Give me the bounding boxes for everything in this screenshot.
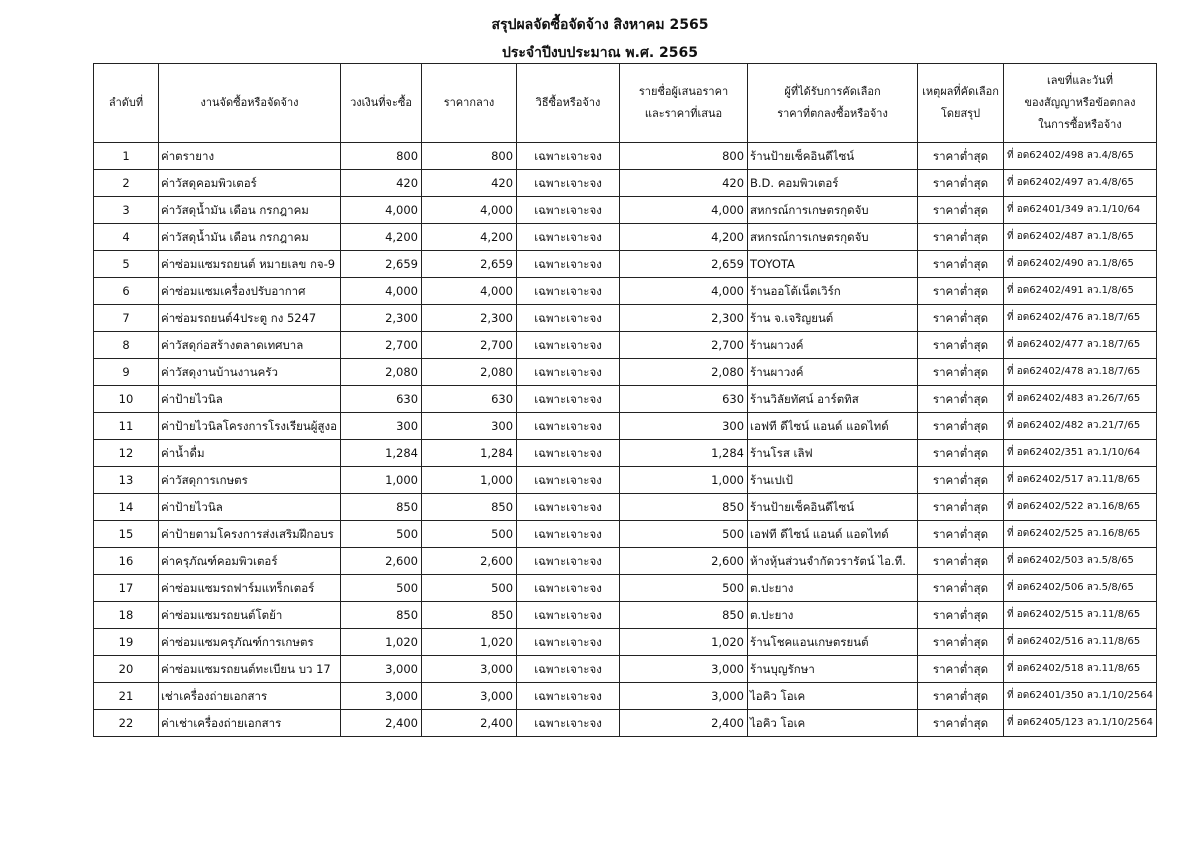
cell-reason: ราคาต่ำสุด [918, 575, 1004, 602]
cell-method: เฉพาะเจาะจง [517, 386, 620, 413]
cell-median-price: 300 [422, 413, 517, 440]
cell-no: 6 [94, 278, 159, 305]
cell-bid: 2,080 [620, 359, 748, 386]
cell-bid: 630 [620, 386, 748, 413]
cell-budget: 1,020 [341, 629, 422, 656]
cell-budget: 850 [341, 602, 422, 629]
cell-item: ค่าซ่อมแซมรถฟาร์มแทร็กเตอร์ [159, 575, 341, 602]
cell-winner: เอฟที ดีไซน์ แอนด์ แอดไทด์ [748, 521, 918, 548]
cell-method: เฉพาะเจาะจง [517, 278, 620, 305]
cell-median-price: 2,300 [422, 305, 517, 332]
cell-method: เฉพาะเจาะจง [517, 413, 620, 440]
cell-median-price: 3,000 [422, 656, 517, 683]
cell-no: 1 [94, 143, 159, 170]
cell-no: 17 [94, 575, 159, 602]
procurement-table [93, 63, 1157, 737]
cell-contract: ที่ อด62402/506 ลว.5/8/65 [1004, 575, 1157, 602]
cell-no: 16 [94, 548, 159, 575]
cell-bid: 4,000 [620, 278, 748, 305]
table-row [94, 548, 1157, 575]
cell-reason: ราคาต่ำสุด [918, 305, 1004, 332]
cell-item: ค่าน้ำดื่ม [159, 440, 341, 467]
header-budget: วงเงินที่จะซื้อ [341, 64, 422, 143]
cell-item: ค่าซ่อมแซมรถยนต์โตย้า [159, 602, 341, 629]
table-row [94, 575, 1157, 602]
cell-item: ค่าวัสดุคอมพิวเตอร์ [159, 170, 341, 197]
table-row [94, 440, 1157, 467]
cell-contract: ที่ อด62401/349 ลว.1/10/64 [1004, 197, 1157, 224]
cell-bid: 4,200 [620, 224, 748, 251]
cell-winner: สหกรณ์การเกษตรกุดจับ [748, 197, 918, 224]
cell-contract: ที่ อด62402/516 ลว.11/8/65 [1004, 629, 1157, 656]
cell-item: ค่าป้ายตามโครงการส่งเสริมฝึกอบร [159, 521, 341, 548]
cell-reason: ราคาต่ำสุด [918, 143, 1004, 170]
table-body [94, 143, 1157, 737]
cell-reason: ราคาต่ำสุด [918, 548, 1004, 575]
table-row [94, 224, 1157, 251]
cell-winner: ร้านวิลัยทัศน์ อาร์ตทิส [748, 386, 918, 413]
cell-no: 19 [94, 629, 159, 656]
cell-contract: ที่ อด62401/350 ลว.1/10/2564 [1004, 683, 1157, 710]
table-header-row [94, 64, 1157, 143]
cell-item: ค่าวัสดุน้ำมัน เดือน กรกฎาคม [159, 197, 341, 224]
cell-no: 21 [94, 683, 159, 710]
cell-method: เฉพาะเจาะจง [517, 467, 620, 494]
cell-contract: ที่ อด62402/515 ลว.11/8/65 [1004, 602, 1157, 629]
cell-no: 9 [94, 359, 159, 386]
cell-reason: ราคาต่ำสุด [918, 332, 1004, 359]
cell-reason: ราคาต่ำสุด [918, 494, 1004, 521]
cell-reason: ราคาต่ำสุด [918, 710, 1004, 737]
cell-item: ค่าวัสดุงานบ้านงานครัว [159, 359, 341, 386]
cell-contract: ที่ อด62402/477 ลว.18/7/65 [1004, 332, 1157, 359]
table-row [94, 494, 1157, 521]
cell-budget: 850 [341, 494, 422, 521]
cell-item: ค่าวัสดุน้ำมัน เดือน กรกฎาคม [159, 224, 341, 251]
cell-no: 8 [94, 332, 159, 359]
cell-bid: 2,400 [620, 710, 748, 737]
cell-method: เฉพาะเจาะจง [517, 251, 620, 278]
table-row [94, 602, 1157, 629]
cell-median-price: 630 [422, 386, 517, 413]
cell-item: ค่าซ่อมแซมรถยนต์ หมายเลข กจ-9 [159, 251, 341, 278]
cell-contract: ที่ อด62402/522 ลว.16/8/65 [1004, 494, 1157, 521]
cell-median-price: 1,020 [422, 629, 517, 656]
cell-method: เฉพาะเจาะจง [517, 143, 620, 170]
cell-contract: ที่ อด62402/483 ลว.26/7/65 [1004, 386, 1157, 413]
cell-reason: ราคาต่ำสุด [918, 467, 1004, 494]
cell-contract: ที่ อด62402/490 ลว.1/8/65 [1004, 251, 1157, 278]
cell-winner: ร้านโชคแอนเกษตรยนต์ [748, 629, 918, 656]
cell-method: เฉพาะเจาะจง [517, 710, 620, 737]
cell-budget: 420 [341, 170, 422, 197]
cell-method: เฉพาะเจาะจง [517, 305, 620, 332]
cell-budget: 2,700 [341, 332, 422, 359]
cell-contract: ที่ อด62402/497 ลว.4/8/65 [1004, 170, 1157, 197]
cell-reason: ราคาต่ำสุด [918, 602, 1004, 629]
cell-budget: 300 [341, 413, 422, 440]
cell-no: 11 [94, 413, 159, 440]
cell-bid: 1,000 [620, 467, 748, 494]
cell-reason: ราคาต่ำสุด [918, 278, 1004, 305]
cell-bid: 4,000 [620, 197, 748, 224]
cell-method: เฉพาะเจาะจง [517, 656, 620, 683]
cell-winner: เอฟที ดีไซน์ แอนด์ แอดไทด์ [748, 413, 918, 440]
cell-bid: 3,000 [620, 683, 748, 710]
cell-median-price: 4,200 [422, 224, 517, 251]
cell-method: เฉพาะเจาะจง [517, 440, 620, 467]
cell-item: เช่าเครื่องถ่ายเอกสาร [159, 683, 341, 710]
cell-budget: 2,080 [341, 359, 422, 386]
cell-method: เฉพาะเจาะจง [517, 602, 620, 629]
table-row [94, 413, 1157, 440]
table-row [94, 386, 1157, 413]
table-row [94, 332, 1157, 359]
cell-contract: ที่ อด62402/478 ลว.18/7/65 [1004, 359, 1157, 386]
cell-median-price: 2,600 [422, 548, 517, 575]
cell-median-price: 2,659 [422, 251, 517, 278]
cell-method: เฉพาะเจาะจง [517, 521, 620, 548]
cell-winner: TOYOTA [748, 251, 918, 278]
cell-winner: สหกรณ์การเกษตรกุดจับ [748, 224, 918, 251]
cell-no: 3 [94, 197, 159, 224]
table-row [94, 251, 1157, 278]
cell-budget: 2,600 [341, 548, 422, 575]
cell-median-price: 4,000 [422, 197, 517, 224]
cell-item: ค่าป้ายไวนิล [159, 386, 341, 413]
cell-item: ค่าป้ายไวนิล [159, 494, 341, 521]
cell-median-price: 3,000 [422, 683, 517, 710]
cell-budget: 630 [341, 386, 422, 413]
table-row [94, 305, 1157, 332]
cell-median-price: 4,000 [422, 278, 517, 305]
cell-reason: ราคาต่ำสุด [918, 521, 1004, 548]
cell-item: ค่าซ่อมแซมรถยนต์ทะเบียน บว 17 [159, 656, 341, 683]
cell-contract: ที่ อด62405/123 ลว.1/10/2564 [1004, 710, 1157, 737]
cell-reason: ราคาต่ำสุด [918, 359, 1004, 386]
table-row [94, 170, 1157, 197]
cell-method: เฉพาะเจาะจง [517, 548, 620, 575]
cell-method: เฉพาะเจาะจง [517, 197, 620, 224]
cell-bid: 1,284 [620, 440, 748, 467]
cell-no: 4 [94, 224, 159, 251]
cell-winner: ไอคิว โอเค [748, 710, 918, 737]
table-row [94, 710, 1157, 737]
header-bidders: รายชื่อผู้เสนอราคา และราคาที่เสนอ [620, 64, 748, 143]
cell-median-price: 1,284 [422, 440, 517, 467]
cell-winner: ร้านออโต้เน็ตเวิร์ก [748, 278, 918, 305]
table-row [94, 629, 1157, 656]
document-subtitle: ประจำปีงบประมาณ พ.ศ. 2565 [501, 45, 699, 61]
cell-no: 12 [94, 440, 159, 467]
cell-bid: 500 [620, 521, 748, 548]
cell-item: ค่าตรายาง [159, 143, 341, 170]
cell-bid: 3,000 [620, 656, 748, 683]
cell-contract: ที่ อด62402/525 ลว.16/8/65 [1004, 521, 1157, 548]
cell-bid: 2,300 [620, 305, 748, 332]
cell-budget: 2,400 [341, 710, 422, 737]
cell-no: 5 [94, 251, 159, 278]
header-median-price: ราคากลาง [422, 64, 517, 143]
cell-method: เฉพาะเจาะจง [517, 170, 620, 197]
cell-median-price: 850 [422, 494, 517, 521]
cell-winner: ร้านโรส เลิฟ [748, 440, 918, 467]
cell-reason: ราคาต่ำสุด [918, 683, 1004, 710]
cell-contract: ที่ อด62402/351 ลว.1/10/64 [1004, 440, 1157, 467]
cell-winner: ร้านป้ายเซ็คอินดีไซน์ [748, 143, 918, 170]
cell-bid: 2,659 [620, 251, 748, 278]
cell-item: ค่าป้ายไวนิลโครงการโรงเรียนผู้สูงอ [159, 413, 341, 440]
cell-median-price: 2,400 [422, 710, 517, 737]
cell-winner: B.D. คอมพิวเตอร์ [748, 170, 918, 197]
cell-median-price: 800 [422, 143, 517, 170]
cell-bid: 1,020 [620, 629, 748, 656]
cell-median-price: 420 [422, 170, 517, 197]
cell-no: 22 [94, 710, 159, 737]
cell-no: 20 [94, 656, 159, 683]
cell-contract: ที่ อด62402/476 ลว.18/7/65 [1004, 305, 1157, 332]
cell-budget: 2,300 [341, 305, 422, 332]
header-winner: ผู้ที่ได้รับการคัดเลือก ราคาที่ตกลงซื้อหรือจ้าง [748, 64, 918, 143]
cell-method: เฉพาะเจาะจง [517, 224, 620, 251]
cell-contract: ที่ อด62402/517 ลว.11/8/65 [1004, 467, 1157, 494]
cell-item: ค่าซ่อมรถยนต์4ประตู กง 5247 [159, 305, 341, 332]
cell-reason: ราคาต่ำสุด [918, 386, 1004, 413]
cell-winner: ร้านป้ายเซ็คอินดีไซน์ [748, 494, 918, 521]
cell-method: เฉพาะเจาะจง [517, 332, 620, 359]
cell-winner: ร้านบุญรักษา [748, 656, 918, 683]
cell-budget: 4,200 [341, 224, 422, 251]
cell-reason: ราคาต่ำสุด [918, 170, 1004, 197]
cell-budget: 500 [341, 575, 422, 602]
table-row [94, 467, 1157, 494]
cell-item: ค่าวัสดุการเกษตร [159, 467, 341, 494]
cell-method: เฉพาะเจาะจง [517, 629, 620, 656]
table-row [94, 143, 1157, 170]
cell-winner: ร้าน จ.เจริญยนต์ [748, 305, 918, 332]
table-row [94, 278, 1157, 305]
cell-budget: 4,000 [341, 197, 422, 224]
header-reason: เหตุผลที่คัดเลือก โดยสรุป [918, 64, 1004, 143]
cell-item: ค่าซ่อมแซมเครื่องปรับอากาศ [159, 278, 341, 305]
cell-bid: 2,600 [620, 548, 748, 575]
table-row [94, 656, 1157, 683]
cell-budget: 3,000 [341, 683, 422, 710]
cell-item: ค่าเช่าเครื่องถ่ายเอกสาร [159, 710, 341, 737]
cell-bid: 300 [620, 413, 748, 440]
table-row [94, 359, 1157, 386]
cell-budget: 1,284 [341, 440, 422, 467]
cell-winner: ร้านผาวงค์ [748, 332, 918, 359]
cell-winner: ต.ปะยาง [748, 602, 918, 629]
cell-budget: 3,000 [341, 656, 422, 683]
header-contract: เลขที่และวันที่ ของสัญญาหรือข้อตกลง ในการซื้อหรือจ้าง [1004, 64, 1157, 143]
table-row [94, 521, 1157, 548]
table-row [94, 197, 1157, 224]
cell-bid: 850 [620, 602, 748, 629]
table-row [94, 683, 1157, 710]
cell-median-price: 2,080 [422, 359, 517, 386]
cell-winner: ต.ปะยาง [748, 575, 918, 602]
cell-method: เฉพาะเจาะจง [517, 683, 620, 710]
cell-reason: ราคาต่ำสุด [918, 224, 1004, 251]
cell-budget: 500 [341, 521, 422, 548]
cell-bid: 850 [620, 494, 748, 521]
cell-budget: 800 [341, 143, 422, 170]
cell-contract: ที่ อด62402/518 ลว.11/8/65 [1004, 656, 1157, 683]
cell-reason: ราคาต่ำสุด [918, 629, 1004, 656]
cell-contract: ที่ อด62402/503 ลว.5/8/65 [1004, 548, 1157, 575]
cell-median-price: 850 [422, 602, 517, 629]
cell-bid: 800 [620, 143, 748, 170]
cell-budget: 2,659 [341, 251, 422, 278]
cell-reason: ราคาต่ำสุด [918, 197, 1004, 224]
cell-winner: ห้างหุ้นส่วนจำกัดวรารัตน์ ไอ.ที. [748, 548, 918, 575]
header-method: วิธีซื้อหรือจ้าง [517, 64, 620, 143]
cell-method: เฉพาะเจาะจง [517, 494, 620, 521]
cell-no: 15 [94, 521, 159, 548]
cell-item: ค่าครุภัณฑ์คอมพิวเตอร์ [159, 548, 341, 575]
cell-no: 10 [94, 386, 159, 413]
cell-contract: ที่ อด62402/482 ลว.21/7/65 [1004, 413, 1157, 440]
cell-no: 13 [94, 467, 159, 494]
cell-item: ค่าซ่อมแซมครุภัณฑ์การเกษตร [159, 629, 341, 656]
cell-no: 14 [94, 494, 159, 521]
document-title: สรุปผลจัดซื้อจัดจ้าง สิงหาคม 2565 [491, 17, 709, 33]
cell-bid: 500 [620, 575, 748, 602]
cell-contract: ที่ อด62402/487 ลว.1/8/65 [1004, 224, 1157, 251]
cell-winner: ร้านเปเป้ [748, 467, 918, 494]
cell-no: 2 [94, 170, 159, 197]
cell-reason: ราคาต่ำสุด [918, 413, 1004, 440]
cell-winner: ไอคิว โอเค [748, 683, 918, 710]
cell-median-price: 500 [422, 521, 517, 548]
cell-median-price: 2,700 [422, 332, 517, 359]
cell-reason: ราคาต่ำสุด [918, 251, 1004, 278]
cell-winner: ร้านผาวงค์ [748, 359, 918, 386]
header-no: ลำดับที่ [94, 64, 159, 143]
cell-method: เฉพาะเจาะจง [517, 575, 620, 602]
cell-contract: ที่ อด62402/498 ลว.4/8/65 [1004, 143, 1157, 170]
header-item: งานจัดซื้อหรือจัดจ้าง [159, 64, 341, 143]
cell-no: 7 [94, 305, 159, 332]
cell-bid: 420 [620, 170, 748, 197]
cell-bid: 2,700 [620, 332, 748, 359]
cell-item: ค่าวัสดุก่อสร้างตลาดเทศบาล [159, 332, 341, 359]
cell-no: 18 [94, 602, 159, 629]
cell-reason: ราคาต่ำสุด [918, 656, 1004, 683]
cell-reason: ราคาต่ำสุด [918, 440, 1004, 467]
cell-contract: ที่ อด62402/491 ลว.1/8/65 [1004, 278, 1157, 305]
cell-median-price: 500 [422, 575, 517, 602]
cell-median-price: 1,000 [422, 467, 517, 494]
cell-budget: 1,000 [341, 467, 422, 494]
cell-budget: 4,000 [341, 278, 422, 305]
cell-method: เฉพาะเจาะจง [517, 359, 620, 386]
